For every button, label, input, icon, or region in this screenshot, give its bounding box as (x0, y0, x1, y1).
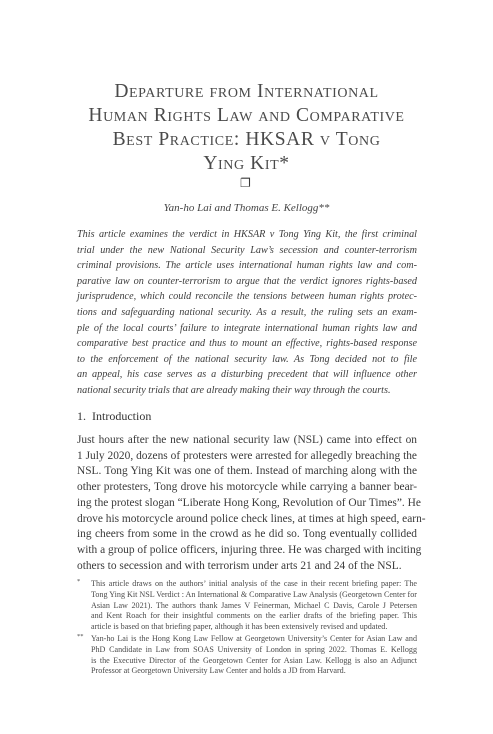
body-line: ing the protest slogan “Liberate Hong Kong, Revolution of Our Times”. He (77, 496, 421, 509)
author-byline: Yan-ho Lai and Thomas E. Kellogg** (163, 202, 330, 214)
body-line: 1 July 2020, dozens of protesters were arrested for allegedly breaching the (77, 449, 417, 462)
abstract-line: tions and safeguarding national security. As a result, the ruling sets an exam- (77, 306, 417, 318)
footnote-line: Asian Law 2021). The authors thank James V Feinerman, Michael C Davis, Carole J Petersen (91, 600, 417, 610)
footnote-line: Tong Ying Kit NSL Verdict : An International & Comparative Law Analysis (Georgetown Center for (91, 589, 417, 599)
body-paragraph (77, 433, 426, 574)
abstract-line: criminal provisions. The article uses international human rights law and com- (77, 260, 417, 272)
body-line: drove his motorcycle around police check lines, at times at high speed, earn- (77, 512, 426, 525)
abstract-line: national security trials that are already making their way through the courts. (77, 384, 391, 396)
footnote (77, 579, 417, 633)
body-line: with a group of police officers, injuring three. He was charged with inciting (77, 543, 422, 556)
body-line: Just hours after the new national security law (NSL) came into effect on (77, 434, 417, 446)
abstract-line: to the enforcement of the national security law. As Tong decided not to file (77, 353, 417, 365)
section-heading (77, 409, 151, 423)
footnote-line: This article draws on the authors’ initial analysis of the case in their recent briefing paper: The (91, 579, 417, 588)
article-title (60, 80, 433, 176)
footnote-line: Yan-ho Lai is the Hong Kong Law Fellow at Georgetown University’s Center for Asian Law and (91, 633, 417, 643)
abstract-line: ple of the local courts’ failure to integrate international human rights law and (77, 322, 417, 334)
abstract-line: an appeal, his case serves as a disturbing precedent that will influence other (77, 369, 417, 381)
title-line: Best Practice: HKSAR v Tong (112, 129, 381, 150)
section-title: Introduction (92, 409, 152, 423)
footnote-mark: ** (77, 632, 84, 640)
abstract (77, 227, 417, 399)
footnote-line: Professor at Georgetown University Law Center and holds a JD from Harvard. (91, 666, 346, 676)
footnote-line: article is based on that briefing paper, although it has been extensively revised and updated. (91, 622, 388, 632)
section-number: 1. (77, 409, 86, 423)
footnote-line: and Kent Roach for their insightful comments on the earlier drafts of the briefing paper. This (91, 611, 417, 621)
footnotes (77, 579, 417, 678)
footnote-mark: * (77, 578, 81, 585)
body-line: ing cheers from some in the crowd as he did so. Tong eventually collided (77, 528, 417, 541)
abstract-line: trial under the new National Security Law’s secession and counter-terrorism (77, 244, 417, 256)
abstract-line: This article examines the verdict in HKSAR v Tong Ying Kit, the first criminal (77, 229, 417, 240)
abstract-line: jurisprudence, which could reconcile the tensions between human rights protec- (77, 291, 417, 303)
body-line: other protesters, Tong drove his motorcycle while carrying a banner bear- (77, 481, 417, 494)
footnote (77, 634, 417, 677)
title-line: Ying Kit* (203, 153, 290, 174)
body-line: NSL. Tong Ying Kit was one of them. Instead of marching along with the (77, 465, 417, 478)
body-line: others to secession and with terrorism under arts 21 and 24 of the NSL. (77, 559, 402, 572)
title-line: Human Rights Law and Comparative (88, 105, 405, 126)
title-line: Departure from International (114, 81, 379, 102)
footnote-line: PhD Candidate in Law from SOAS University of London in spring 2022. Thomas E. Kellogg (91, 644, 417, 654)
footnote-line: is the Executive Director of the Georgetown Center for Asian Law. Kellogg is also an Adjunct (91, 655, 417, 665)
abstract-line: comparative best practice and thus to mount an effective, rights-based response (77, 338, 417, 350)
ornament-icon: ❐ (240, 176, 251, 190)
abstract-line: parative law on counter-terrorism to argue that the verdict ignores rights-based (77, 275, 417, 287)
